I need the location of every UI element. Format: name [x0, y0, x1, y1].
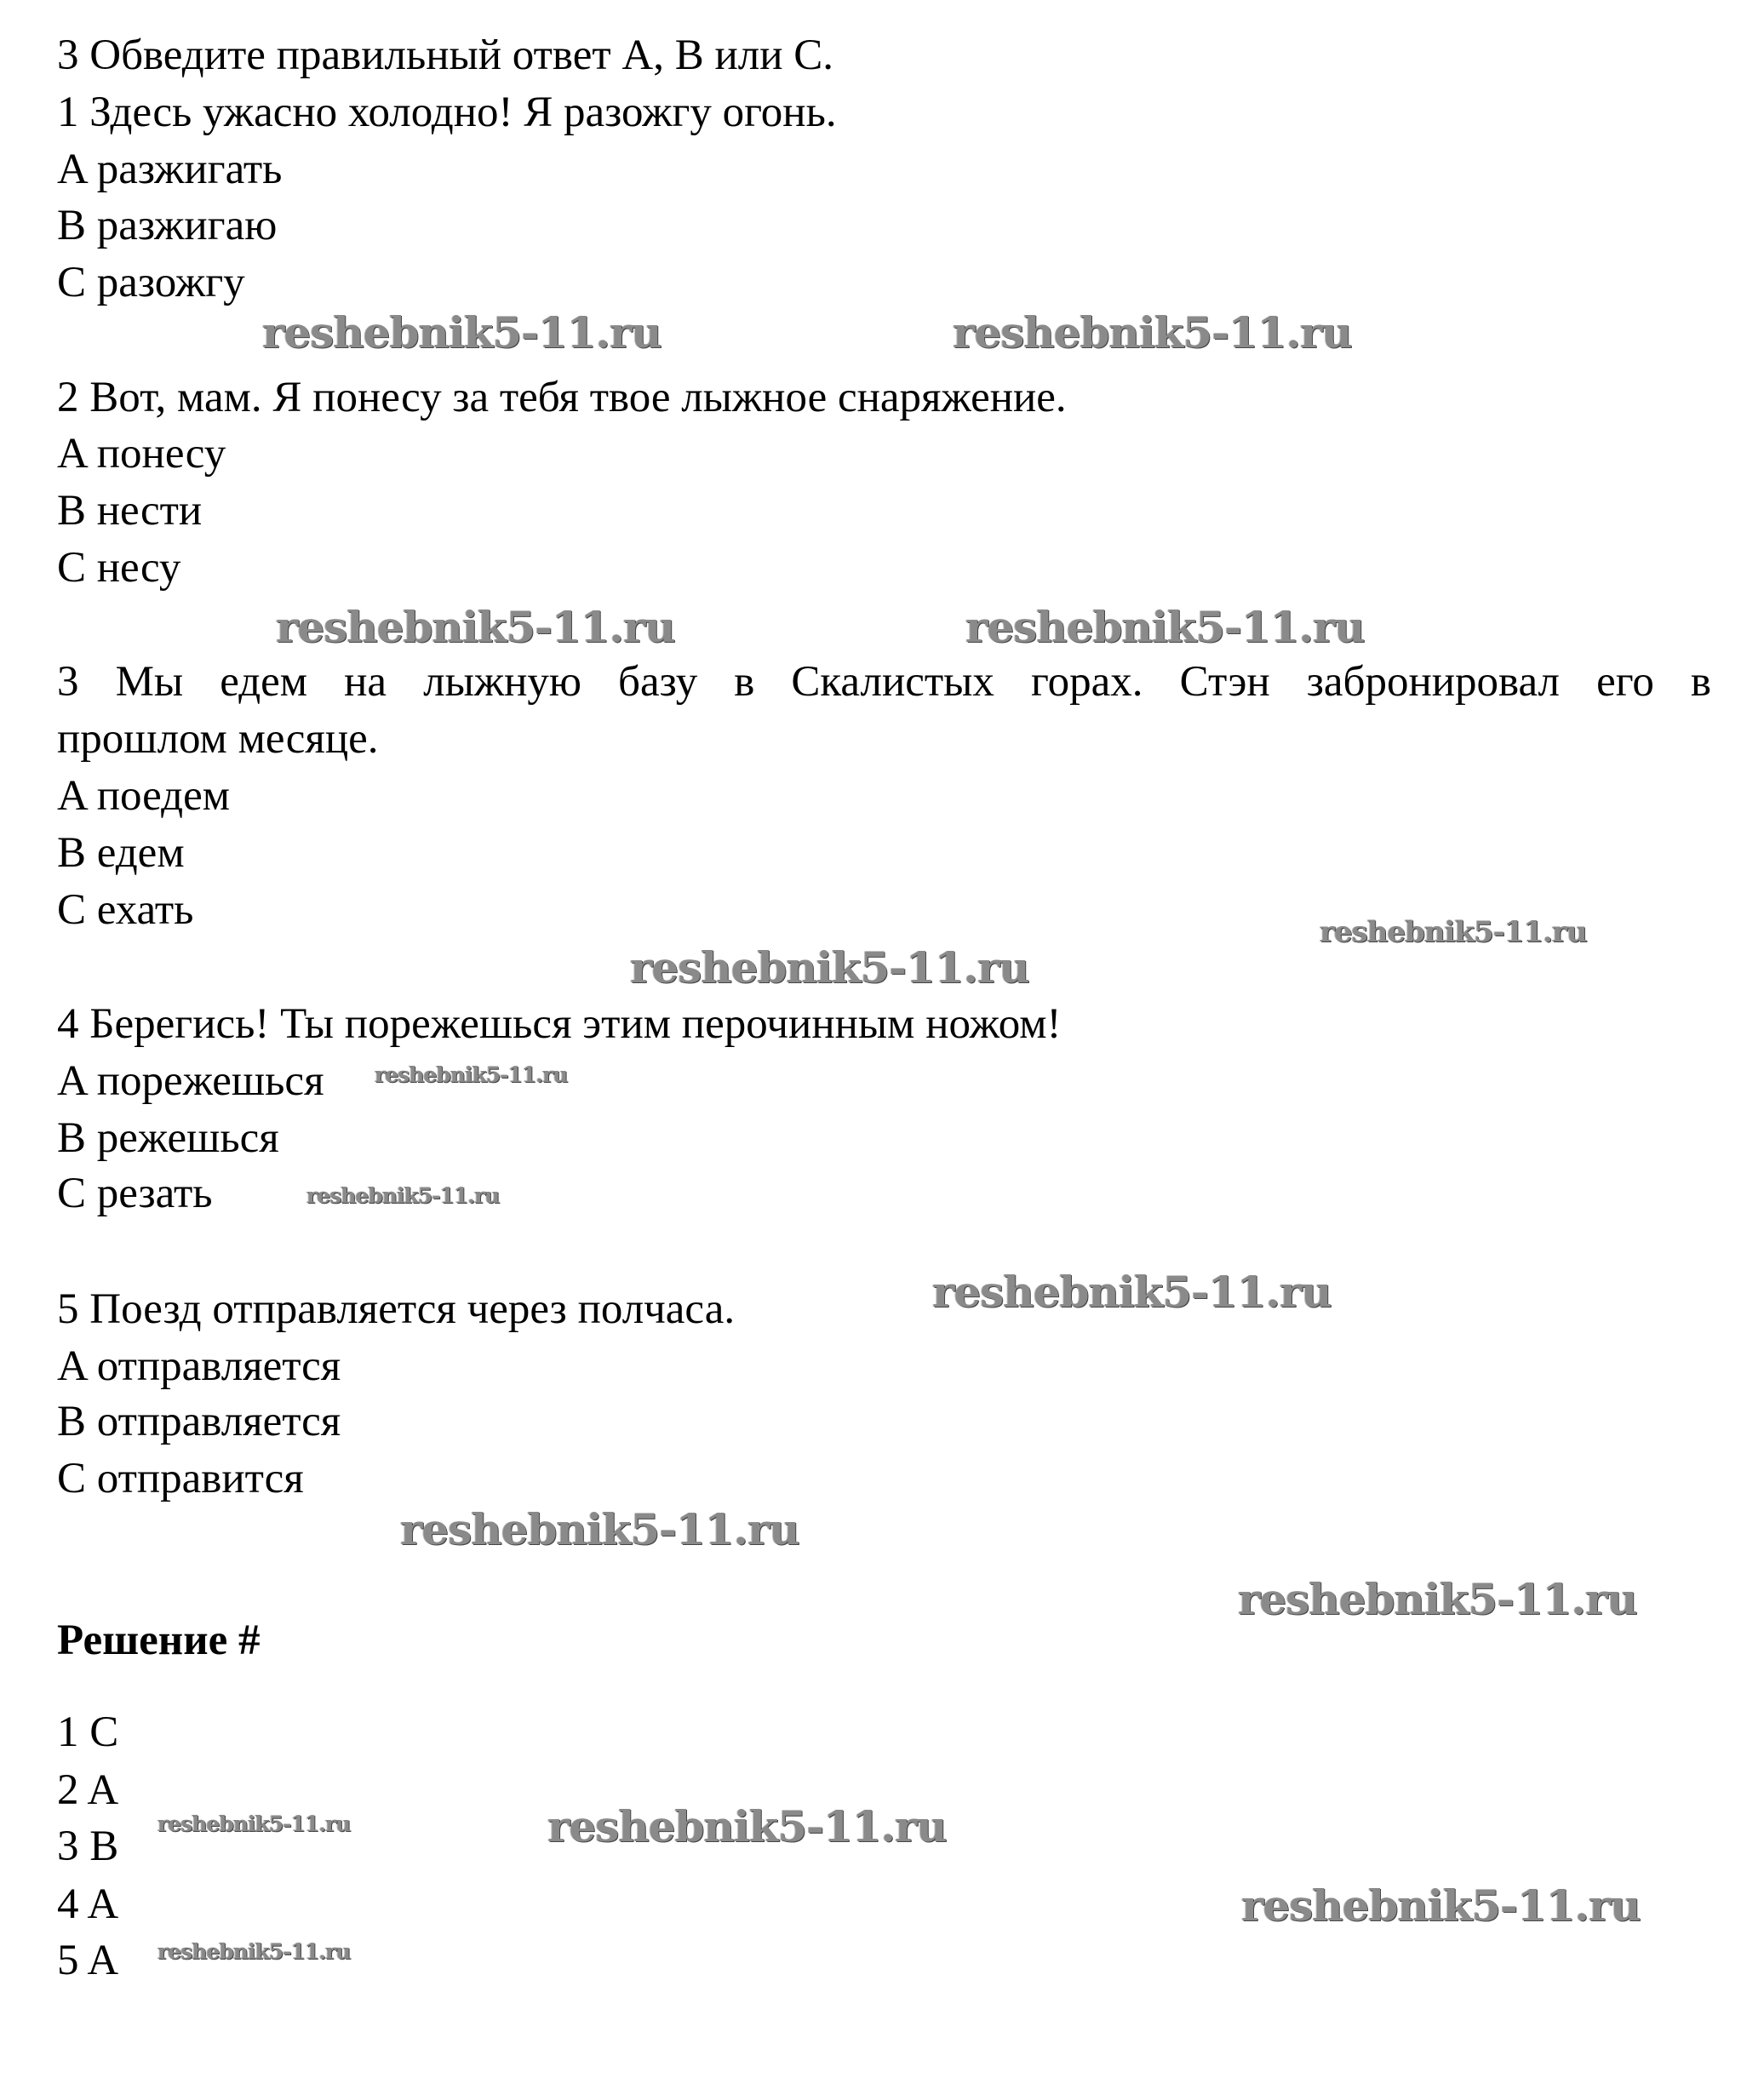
watermark: reshebnik5-11.ru: [158, 1939, 351, 1964]
task-title: 3 Обведите правильный ответ A, B или C.: [57, 31, 834, 79]
option-3a: A поедем: [57, 772, 231, 820]
option-3b: B едем: [57, 829, 185, 877]
answer-5: 5 A: [57, 1937, 119, 1984]
option-4c: C резать: [57, 1170, 213, 1217]
option-4b: B режешься: [57, 1114, 279, 1162]
option-5b: B отправляется: [57, 1398, 341, 1445]
option-2a: A понесу: [57, 430, 226, 478]
option-2b: B нести: [57, 487, 203, 535]
watermark: reshebnik5-11.ru: [400, 1504, 799, 1554]
option-1c: C разожгу: [57, 259, 245, 306]
option-3c: C ехать: [57, 886, 194, 934]
question-2: 2 Вот, мам. Я понесу за тебя твое лыжное снаряжение.: [57, 374, 1067, 421]
watermark: reshebnik5-11.ru: [262, 307, 662, 358]
question-1: 1 Здесь ужасно холодно! Я разожгу огонь.: [57, 89, 837, 136]
option-2c: C несу: [57, 544, 181, 592]
solution-heading: Решение #: [57, 1617, 261, 1664]
option-1a: A разжигать: [57, 146, 283, 193]
watermark: reshebnik5-11.ru: [306, 1183, 500, 1208]
watermark: reshebnik5-11.ru: [630, 942, 1029, 993]
option-5c: C отправится: [57, 1455, 304, 1502]
watermark: reshebnik5-11.ru: [932, 1267, 1332, 1317]
answer-3: 3 B: [57, 1823, 119, 1870]
question-4: 4 Берегись! Ты порежешься этим перочинным ножом!: [57, 1000, 1062, 1048]
watermark: reshebnik5-11.ru: [547, 1801, 947, 1851]
watermark: reshebnik5-11.ru: [953, 307, 1352, 358]
answer-2: 2 A: [57, 1766, 119, 1814]
option-5a: A отправляется: [57, 1342, 341, 1390]
watermark: reshebnik5-11.ru: [1241, 1880, 1641, 1931]
question-3: 3 Мы едем на лыжную базу в Скалистых горах. Стэн забронировал его в: [57, 658, 1711, 706]
question-5: 5 Поезд отправляется через полчаса.: [57, 1285, 736, 1333]
watermark: reshebnik5-11.ru: [1238, 1574, 1637, 1624]
watermark: reshebnik5-11.ru: [1320, 915, 1587, 949]
watermark: reshebnik5-11.ru: [375, 1062, 568, 1087]
question-3-continued: прошлом месяце.: [57, 715, 379, 763]
watermark: reshebnik5-11.ru: [158, 1811, 351, 1836]
answer-1: 1 C: [57, 1708, 119, 1756]
option-1b: B разжигаю: [57, 202, 278, 249]
answer-4: 4 A: [57, 1880, 119, 1928]
watermark: reshebnik5-11.ru: [965, 602, 1365, 652]
option-4a: A порежешься: [57, 1057, 324, 1105]
watermark: reshebnik5-11.ru: [276, 602, 675, 652]
